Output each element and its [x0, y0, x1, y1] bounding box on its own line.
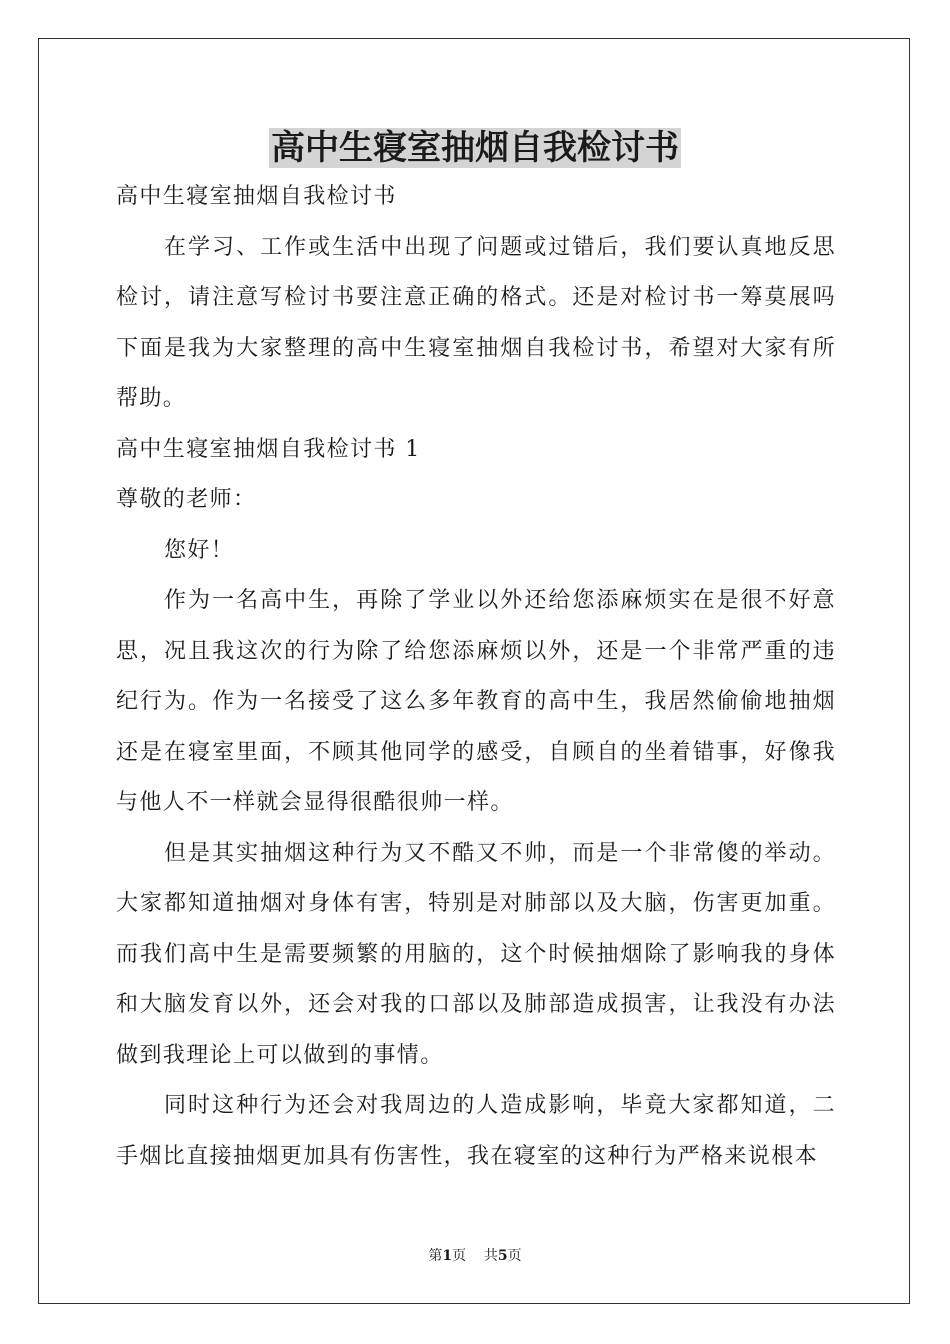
document-body [116, 172, 836, 1182]
body-paragraph: 您好！ [164, 537, 235, 563]
body-paragraph: 高中生寝室抽烟自我检讨书 1 [116, 436, 421, 462]
page-footer [0, 1246, 950, 1266]
page-total-prefix: 共 [483, 1248, 498, 1264]
body-paragraph: 在学习、工作或生活中出现了问题或过错后，我们要认真地反思检讨，请注意写检讨书要注意正确的格式。还是对检讨书一筹莫展吗下面是我为大家整理的高中生寝室抽烟自我检讨书，希望对大家有所帮助。 [116, 234, 836, 411]
document-title [0, 124, 950, 172]
page-number-prefix: 第 [428, 1248, 443, 1264]
document-title-text: 高中生寝室抽烟自我检讨书 [271, 128, 679, 168]
page-total-suffix: 页 [507, 1248, 522, 1264]
body-paragraph: 高中生寝室抽烟自我检讨书 [116, 184, 397, 209]
body-paragraph: 作为一名高中生，再除了学业以外还给您添麻烦实在是很不好意思，况且我这次的行为除了给您添麻烦以外，还是一个非常严重的违纪行为。作为一名接受了这么多年教育的高中生，我居然偷偷地抽烟还是在寝室里面，不顾其他同学的感受，自顾自的坐着错事，好像我与他人不一样就会显得很酷很帅一样。 [116, 588, 836, 815]
page-total-count: 5 [497, 1248, 508, 1264]
body-paragraph: 同时这种行为还会对我周边的人造成影响，毕竟大家都知道，二手烟比直接抽烟更加具有伤害性，我在寝室的这种行为严格来说根本 [116, 1093, 836, 1169]
body-paragraph: 但是其实抽烟这种行为又不酷又不帅，而是一个非常傻的举动。大家都知道抽烟对身体有害，特别是对肺部以及大脑，伤害更加重。而我们高中生是需要频繁的用脑的，这个时候抽烟除了影响我的身体和大脑发育以外，还会对我的口部以及肺部造成损害，让我没有办法做到我理论上可以做到的事情。 [116, 840, 836, 1068]
page-number-current: 1 [442, 1248, 453, 1264]
page-number-suffix: 页 [452, 1248, 467, 1264]
body-paragraph: 尊敬的老师： [116, 487, 257, 512]
